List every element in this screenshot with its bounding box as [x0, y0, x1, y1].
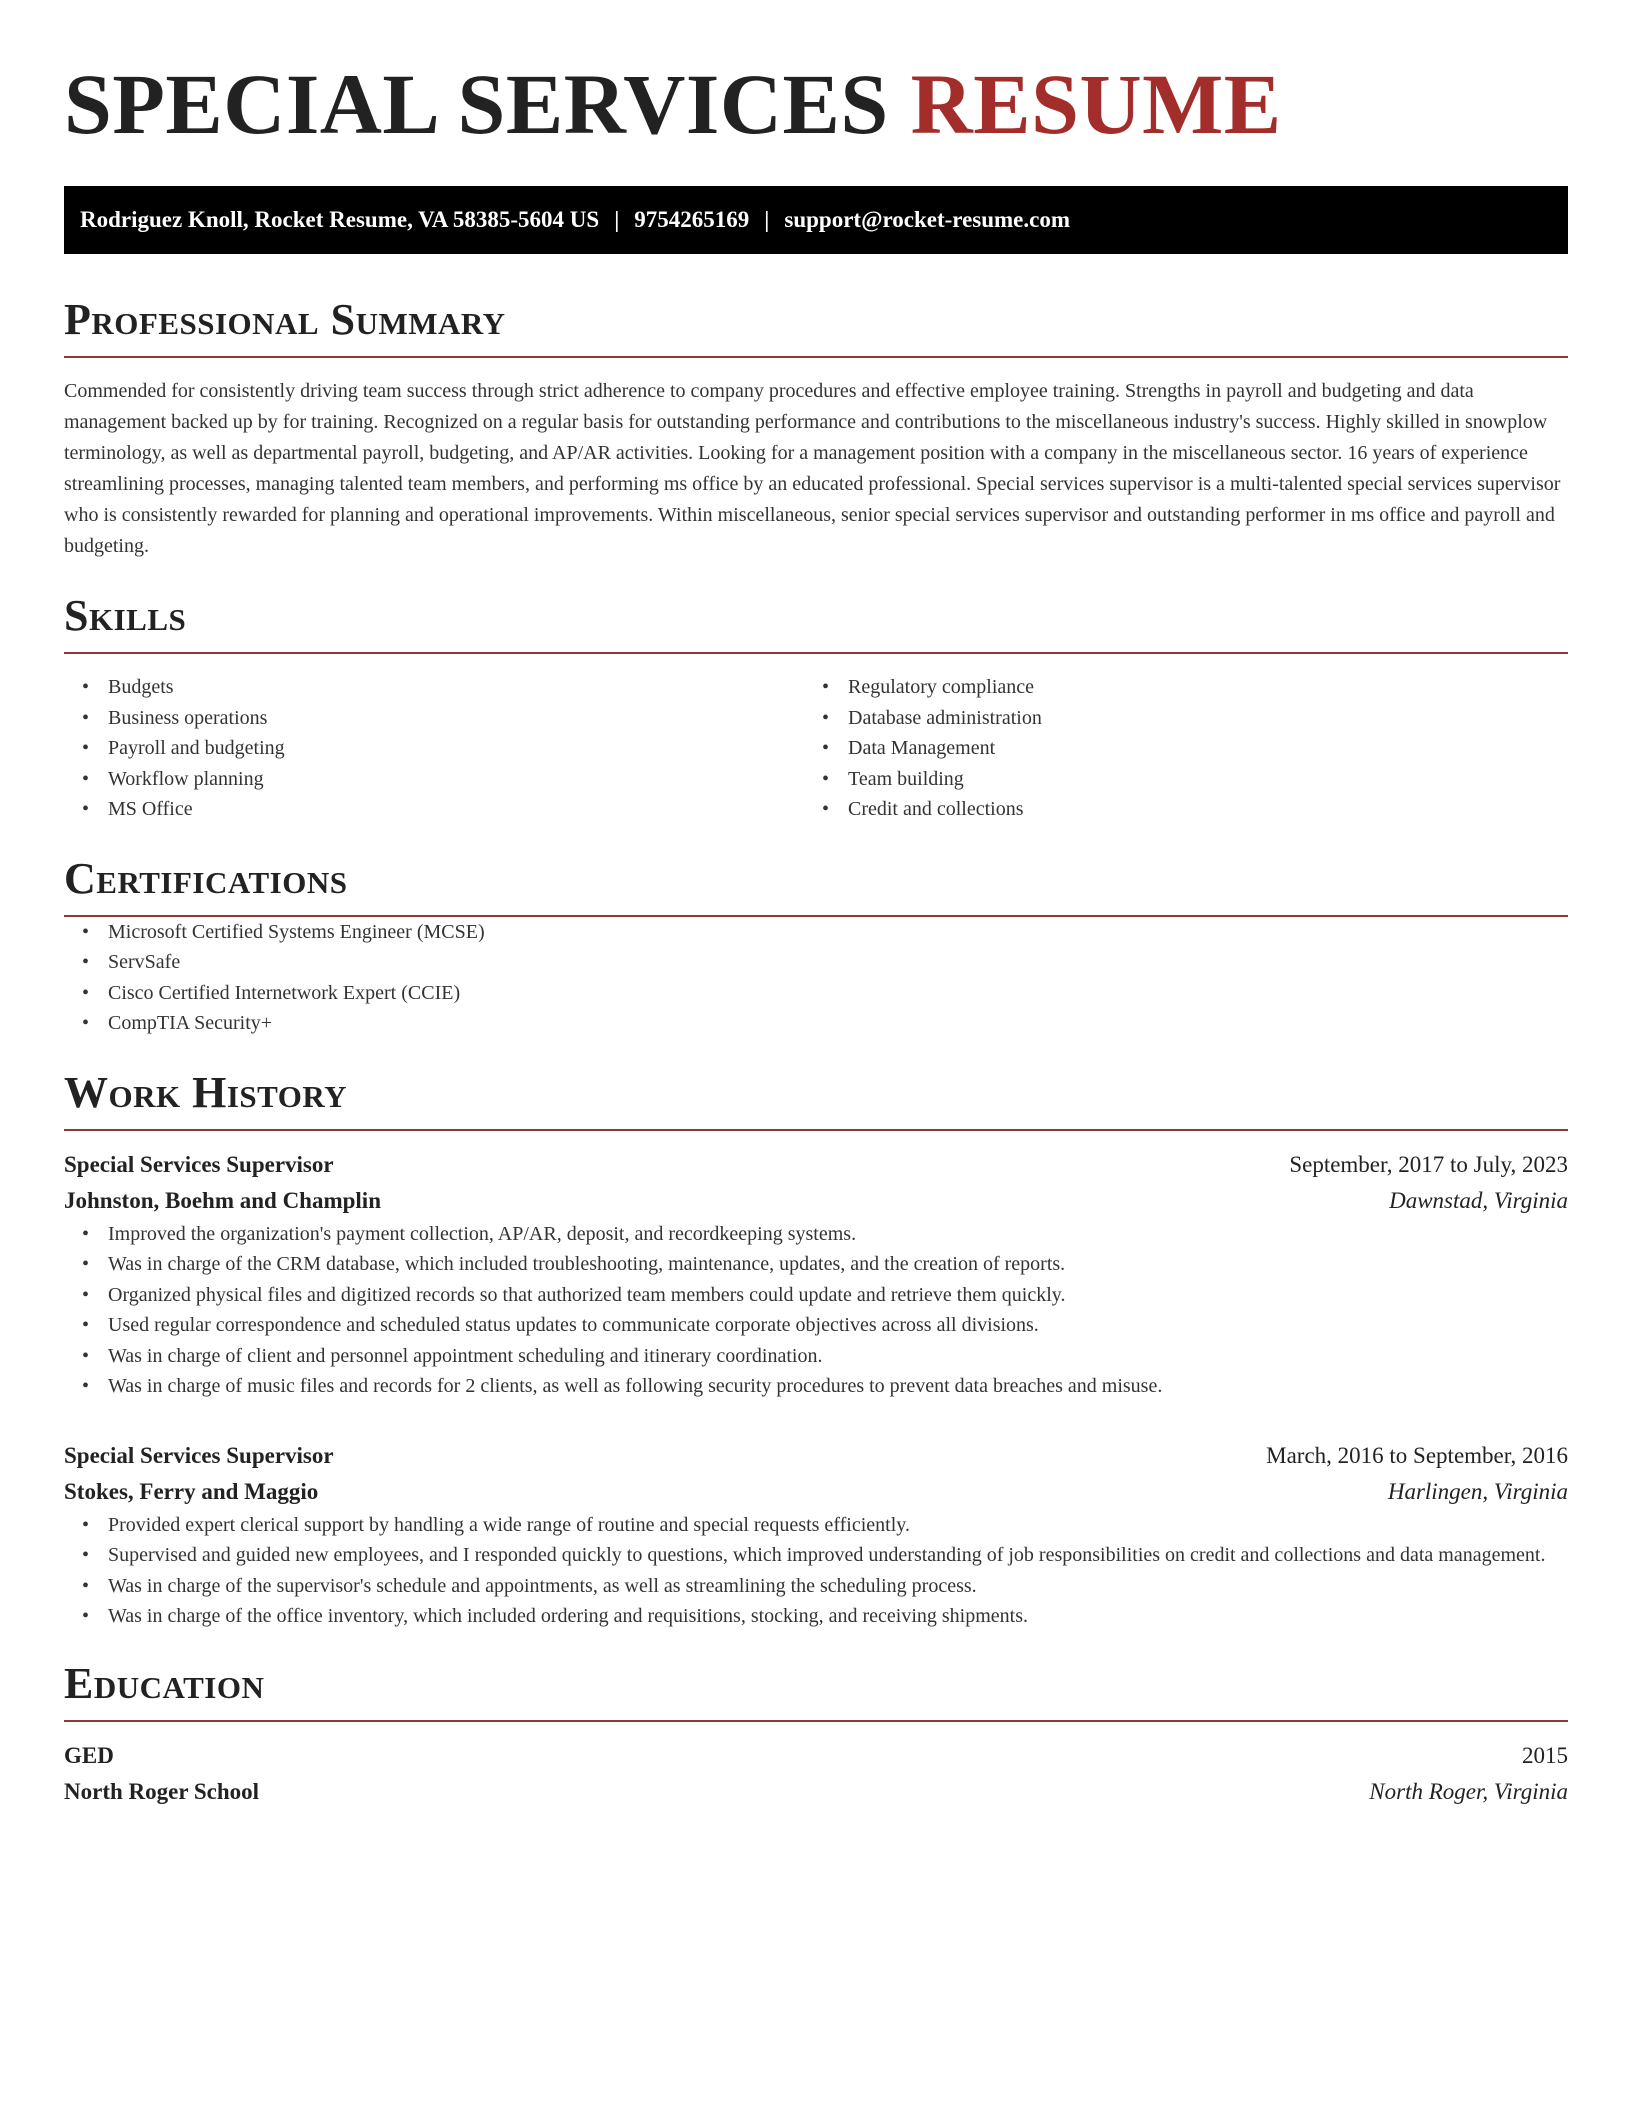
- certifications-heading: Certifications: [64, 853, 1568, 917]
- job-bullet: • Was in charge of the supervisor's schedule and appointments, as well as streamlining the scheduling process.: [64, 1571, 1568, 1602]
- contact-separator: |: [614, 207, 620, 232]
- education-heading: Education: [64, 1658, 1568, 1722]
- skill-item: • Regulatory compliance: [804, 672, 1544, 703]
- skill-item: • Workflow planning: [64, 764, 804, 795]
- job-bullet: • Used regular correspondence and scheduled status updates to communicate corporate objectives across all divisions.: [64, 1310, 1568, 1341]
- education-year: 2015: [1522, 1742, 1568, 1768]
- contact-bar: [64, 186, 1568, 254]
- skills-heading: Skills: [64, 590, 1568, 654]
- certification-item: • Microsoft Certified Systems Engineer (MCSE): [64, 917, 1568, 948]
- skills-grid: [64, 672, 1568, 825]
- skill-item: • Team building: [804, 764, 1544, 795]
- job-title: Special Services Supervisor: [64, 1442, 334, 1468]
- resume-title: [64, 0, 1568, 152]
- job-company: Stokes, Ferry and Maggio: [64, 1478, 319, 1504]
- skills-column-right: [804, 672, 1544, 825]
- job-location: Harlingen, Virginia: [1387, 1478, 1568, 1504]
- certifications-list: [64, 917, 1568, 1039]
- contact-separator: |: [764, 207, 770, 232]
- skills-list-left: [64, 672, 804, 825]
- education-degree-row: [64, 1738, 1568, 1774]
- certification-item: • CompTIA Security+: [64, 1008, 1568, 1039]
- job-bullet: • Was in charge of music files and records for 2 clients, as well as following security procedures to prevent data breaches and misuse.: [64, 1371, 1568, 1402]
- education-degree: GED: [64, 1742, 114, 1768]
- skill-item: • Credit and collections: [804, 794, 1544, 825]
- job-responsibilities: [64, 1219, 1568, 1402]
- job-company-row: [64, 1183, 1568, 1219]
- summary-heading: Professional Summary: [64, 294, 1568, 358]
- job-title-row: [64, 1147, 1568, 1183]
- job-responsibilities: [64, 1510, 1568, 1632]
- work-history-heading: Work History: [64, 1067, 1568, 1131]
- title-main: SPECIAL SERVICES: [64, 56, 889, 152]
- education-school-row: [64, 1774, 1568, 1810]
- job-dates: March, 2016 to September, 2016: [1266, 1442, 1568, 1468]
- skills-list-right: [804, 672, 1544, 825]
- skill-item: • MS Office: [64, 794, 804, 825]
- job-dates: September, 2017 to July, 2023: [1289, 1151, 1568, 1177]
- contact-email[interactable]: support@rocket-resume.com: [784, 207, 1071, 232]
- job-company: Johnston, Boehm and Champlin: [64, 1187, 381, 1213]
- job-bullet: • Improved the organization's payment collection, AP/AR, deposit, and recordkeeping systems.: [64, 1219, 1568, 1250]
- job-bullet: • Was in charge of the CRM database, which included troubleshooting, maintenance, updates, and the creation of reports.: [64, 1249, 1568, 1280]
- contact-address: Rodriguez Knoll, Rocket Resume, VA 58385-5604 US: [80, 207, 600, 232]
- title-accent: RESUME: [910, 56, 1282, 152]
- skill-item: • Business operations: [64, 703, 804, 734]
- job-bullet: • Organized physical files and digitized records so that authorized team members could update and retrieve them quickly.: [64, 1280, 1568, 1311]
- job-bullet: • Provided expert clerical support by handling a wide range of routine and special requests efficiently.: [64, 1510, 1568, 1541]
- skill-item: • Budgets: [64, 672, 804, 703]
- resume-content: [64, 0, 1568, 1810]
- certification-item: • Cisco Certified Internetwork Expert (CCIE): [64, 978, 1568, 1009]
- job-title-row: [64, 1438, 1568, 1474]
- job-title: Special Services Supervisor: [64, 1151, 334, 1177]
- education-location: North Roger, Virginia: [1369, 1778, 1568, 1804]
- contact-phone: 9754265169: [634, 207, 750, 232]
- job-entry: [64, 1147, 1568, 1402]
- skill-item: • Payroll and budgeting: [64, 733, 804, 764]
- job-bullet: • Supervised and guided new employees, and I responded quickly to questions, which improved understanding of job responsibilities on credit and collections and data management.: [64, 1540, 1568, 1571]
- skill-item: • Data Management: [804, 733, 1544, 764]
- certification-item: • ServSafe: [64, 947, 1568, 978]
- skill-item: • Database administration: [804, 703, 1544, 734]
- job-location: Dawnstad, Virginia: [1389, 1187, 1568, 1213]
- job-company-row: [64, 1474, 1568, 1510]
- summary-text: Commended for consistently driving team success through strict adherence to company procedures and effective employee training. Strengths in payroll and budgeting and data management backed up by for training. Recognized on a regular basis for outstanding performance and contributions to the miscellaneous industry's success. Highly skilled in snowplow terminology, as well as departmental payroll, budgeting, and AP/AR activities. Looking for a management position with a company in the miscellaneous sector. 16 years of experience streamlining processes, managing talented team members, and performing ms office by an educated professional. Special services supervisor is a multi-talented special services supervisor who is consistently rewarded for planning and operational improvements. Within miscellaneous, senior special services supervisor and outstanding performer in ms office and payroll and budgeting.: [64, 380, 1561, 557]
- job-bullet: • Was in charge of client and personnel appointment scheduling and itinerary coordination.: [64, 1341, 1568, 1372]
- skills-column-left: [64, 672, 804, 825]
- education-school: North Roger School: [64, 1778, 260, 1804]
- education-entry: [64, 1738, 1568, 1810]
- job-entry: [64, 1438, 1568, 1632]
- job-bullet: • Was in charge of the office inventory, which included ordering and requisitions, stocking, and receiving shipments.: [64, 1601, 1568, 1632]
